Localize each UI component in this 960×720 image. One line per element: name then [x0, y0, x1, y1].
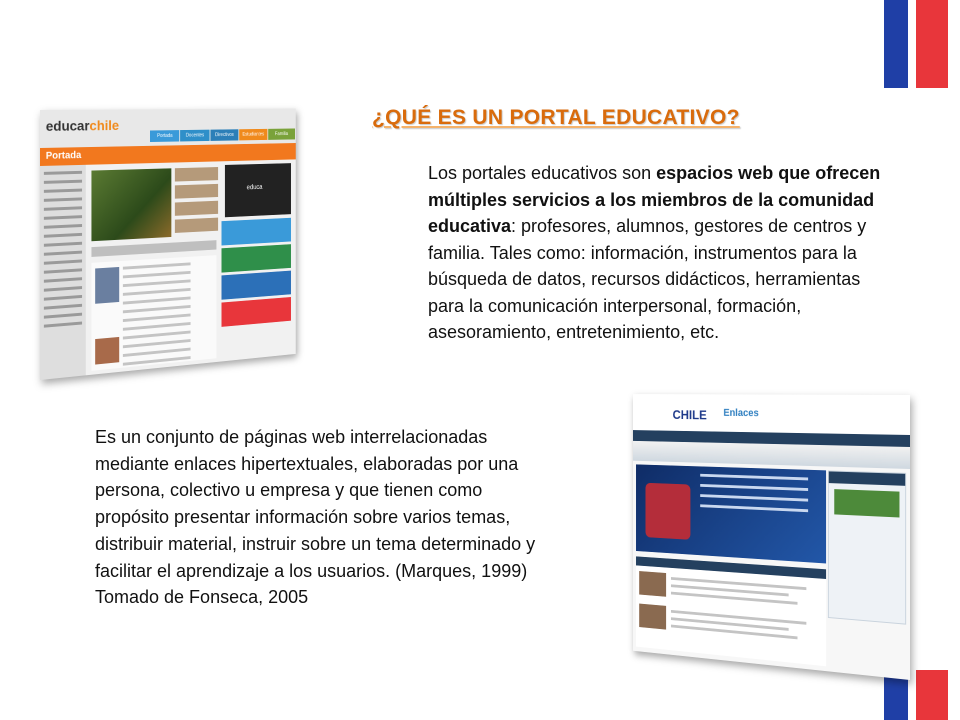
- screenshot-nav-item: Directivos: [210, 129, 238, 141]
- screenshot-nav-item: Familia: [268, 128, 295, 139]
- enlaces-logo: Enlaces: [723, 407, 759, 420]
- screenshot-colored-boxes: [222, 218, 291, 330]
- educarchile-screenshot: [40, 108, 296, 380]
- paragraph-emphasis: espacios web que ofrecen múltiples servicios a los miembros de la comunidad educativa: [428, 163, 881, 236]
- flag-top-decoration: [884, 0, 948, 88]
- screenshot-colored-box: [222, 297, 291, 327]
- enlaces-header: [633, 394, 910, 435]
- screenshot-strip: [91, 240, 216, 257]
- screenshot-header: [40, 108, 296, 148]
- screenshot-nav-item: Portada: [150, 130, 180, 142]
- screenshot-nav: [150, 128, 296, 142]
- video-label: educa: [246, 184, 263, 192]
- screenshot-video: [225, 163, 291, 217]
- screenshot-section-bar: [40, 143, 296, 166]
- screenshot-sidebar: [40, 165, 86, 380]
- enlaces-news: [636, 556, 826, 666]
- screenshot-feature-image: [91, 168, 171, 241]
- paragraph-description: Es un conjunto de páginas web interrelacionadas mediante enlaces hipertextuales, elaboradas por una persona, colectivo u empresa y que tienen como propósito presentar información sobre varios temas, distribuir material, instruir sobre un tema determinado y facilitar el aprendizaje a los usuarios. (Marques, 1999) Tomado de Fonseca, 2005: [95, 427, 536, 608]
- section-label: Portada: [45, 150, 82, 162]
- screenshot-colored-box: [222, 244, 291, 272]
- logo-text-main: educar: [45, 117, 90, 134]
- paragraph-text-1: Los portales educativos son: [428, 163, 657, 183]
- screenshot-nav-item: Estudiantes: [239, 129, 267, 141]
- screenshot-content: [91, 255, 216, 371]
- screenshot-colored-box: [222, 218, 291, 246]
- logo-text-accent: chile: [89, 117, 120, 134]
- slide-title: ¿QUÉ ES UN PORTAL EDUCATIVO?: [372, 106, 740, 129]
- paragraph-definition: [428, 160, 898, 346]
- enlaces-banner: [636, 464, 826, 563]
- enlaces-sidebox: [828, 470, 906, 624]
- screenshot-thumbnails: [175, 167, 218, 237]
- educarchile-logo: [46, 117, 119, 134]
- screenshot-colored-box: [222, 271, 291, 300]
- screenshot-nav-item: Docentes: [180, 130, 209, 142]
- paragraph-text-2: : profesores, alumnos, gestores de centros y familia. Tales como: información, instrumentos para la búsqueda de datos, recursos didácticos, herramientas para la comunicación interpersonal, formación, asesoramiento, entretenimiento, etc.: [428, 216, 867, 342]
- gobierno-chile-logo: CHILE: [672, 406, 707, 423]
- enlaces-screenshot: [633, 394, 910, 680]
